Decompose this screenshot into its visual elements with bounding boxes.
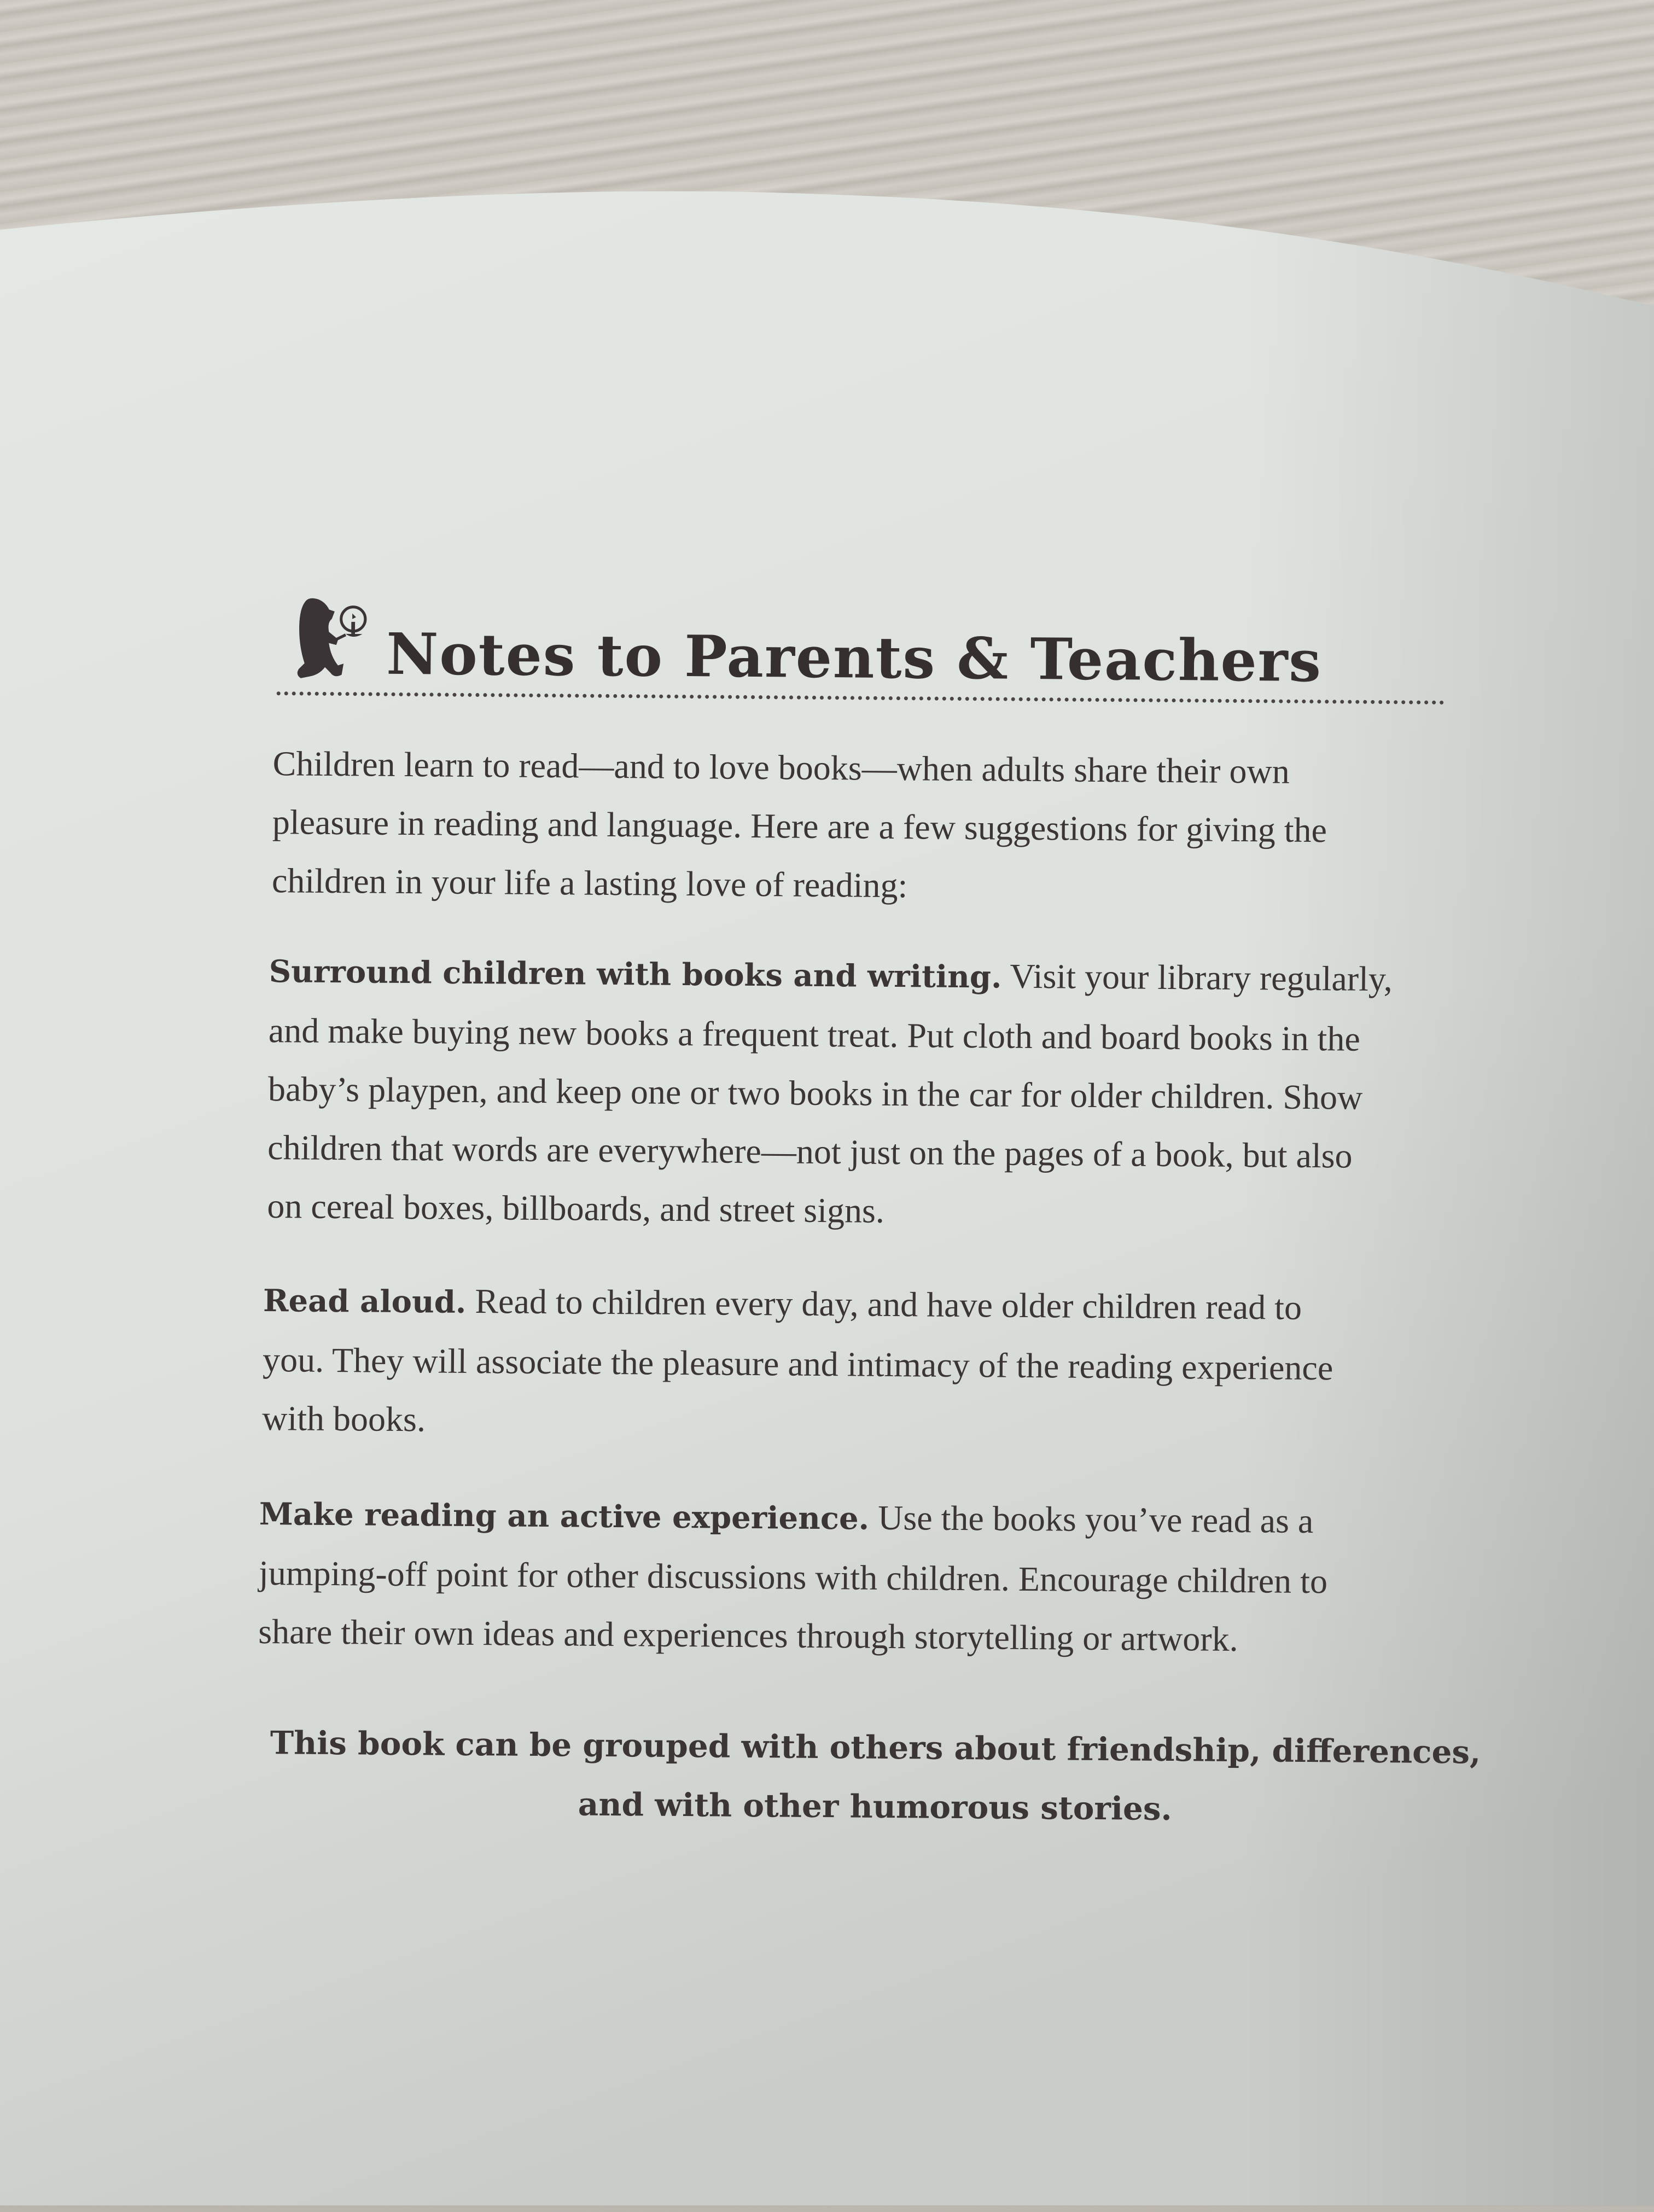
text-line: and with other humorous stories. bbox=[578, 1785, 1173, 1828]
tip-surround-children bbox=[267, 941, 1494, 1245]
text-line: with books. bbox=[262, 1399, 426, 1439]
text-line: baby’s playpen, and keep one or two books in the car for older children. Show bbox=[267, 1069, 1363, 1117]
text-line: jumping-off point for other discussions with children. Encourage children to bbox=[258, 1553, 1328, 1601]
text-line: share their own ideas and experiences through storytelling or artwork. bbox=[258, 1611, 1238, 1659]
text-line: on cereal boxes, billboards, and street signs. bbox=[267, 1186, 885, 1230]
closing-note bbox=[257, 1713, 1494, 1841]
tip-heading: Surround children with books and writing. bbox=[269, 953, 1002, 996]
text-line: Children learn to read—and to love books—when adults share their own bbox=[272, 744, 1290, 791]
intro-paragraph bbox=[272, 734, 1498, 919]
page-title: Notes to Parents & Teachers bbox=[386, 620, 1323, 695]
text-line: pleasure in reading and language. Here are a few suggestions for giving the bbox=[272, 802, 1327, 850]
tip-active-experience bbox=[258, 1483, 1484, 1670]
text-line: This book can be grouped with others about friendship, differences, bbox=[270, 1724, 1481, 1771]
text-line: children that words are everywhere—not just on the pages of a book, but also bbox=[267, 1128, 1353, 1175]
tip-heading: Read aloud. bbox=[263, 1283, 467, 1320]
text-line: and make buying new books a frequent treat. Put cloth and board books in the bbox=[268, 1011, 1361, 1058]
text-line: children in your life a lasting love of reading: bbox=[271, 861, 908, 905]
text-line: Read to children every day, and have older children read to bbox=[466, 1281, 1302, 1327]
bear-with-candle-icon bbox=[288, 589, 381, 685]
tip-heading: Make reading an active experience. bbox=[259, 1495, 870, 1537]
tip-read-aloud bbox=[262, 1270, 1488, 1457]
header bbox=[288, 575, 1323, 693]
text-line: Use the books you’ve read as a bbox=[869, 1498, 1314, 1541]
text-line: Visit your library regularly, bbox=[1001, 956, 1393, 999]
text-line: you. They will associate the pleasure and intimacy of the reading experience bbox=[262, 1340, 1333, 1388]
